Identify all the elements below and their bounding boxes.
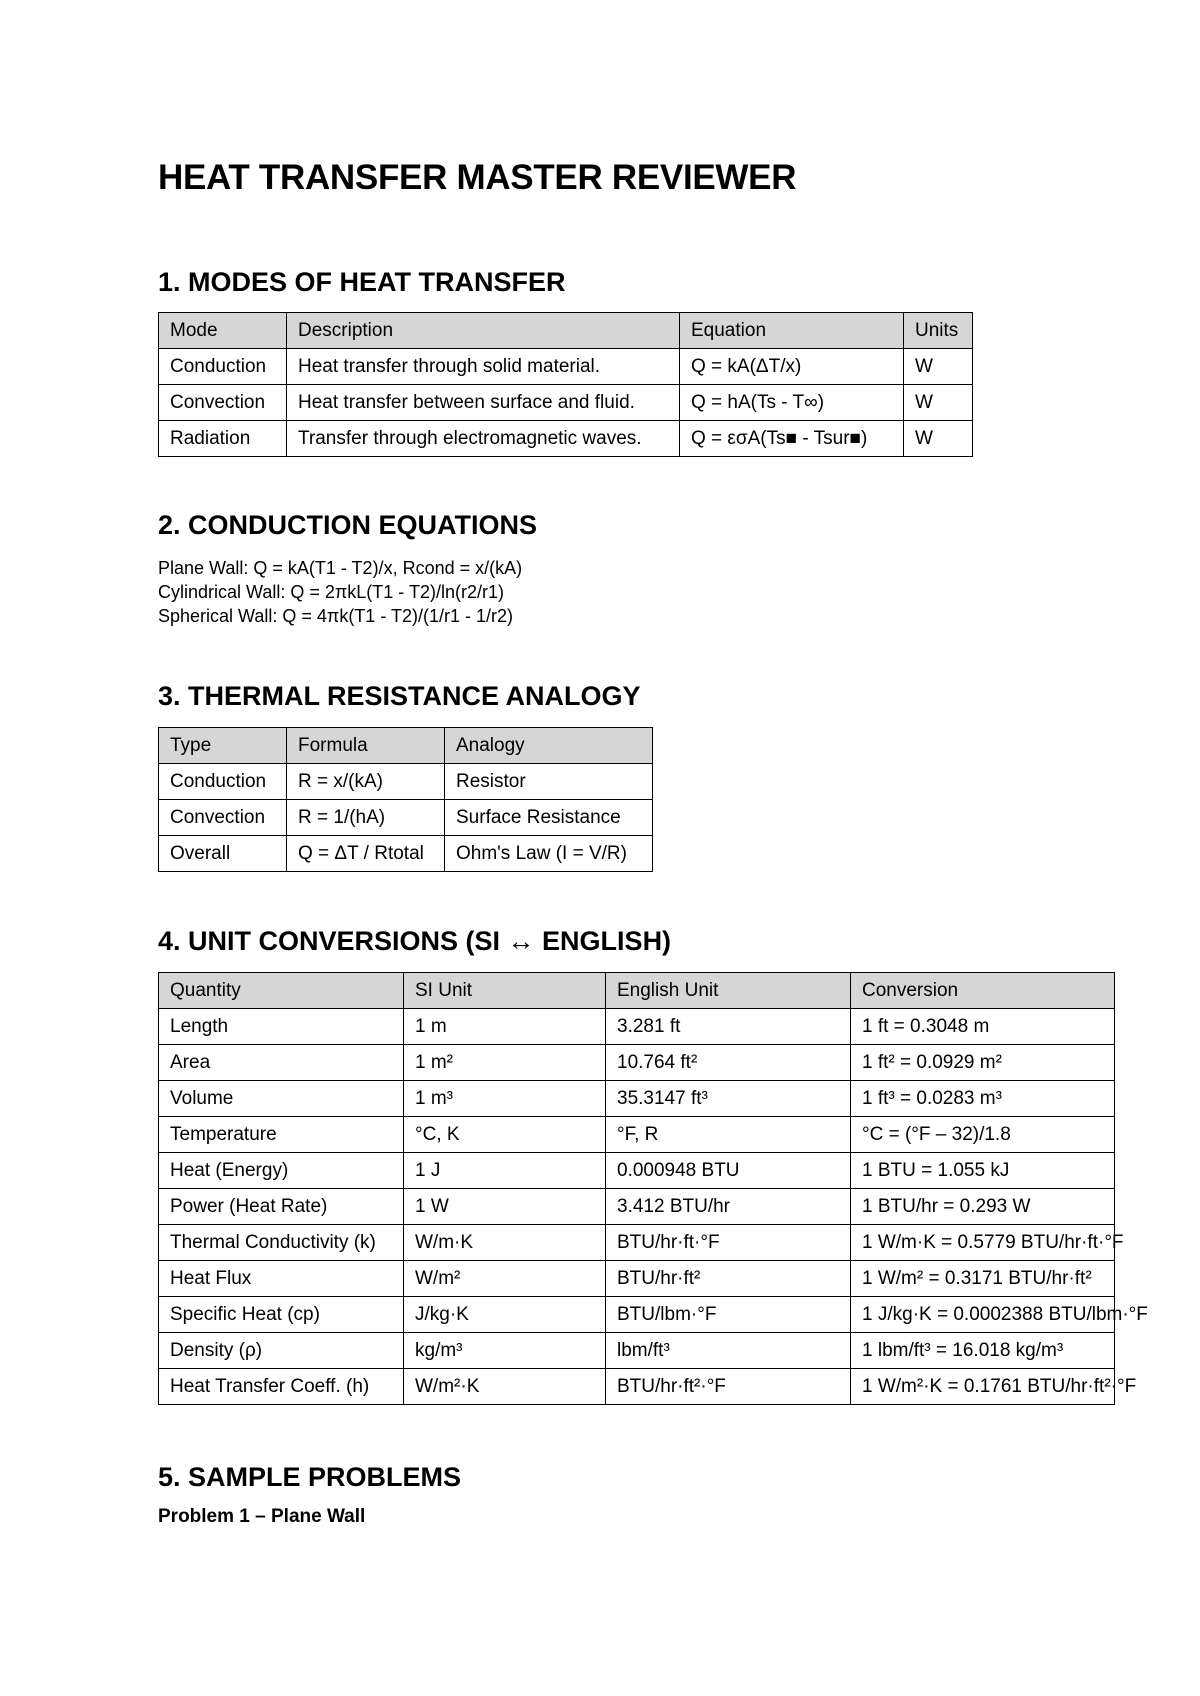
table-cell: 1 m²: [404, 1045, 606, 1081]
table-cell: W: [904, 421, 973, 457]
table-cell: Q = εσA(Ts■ - Tsur■): [680, 421, 904, 457]
table-cell: Conduction: [159, 764, 287, 800]
table-cell: 1 ft³ = 0.0283 m³: [851, 1081, 1115, 1117]
table-cell: 1 W/m·K = 0.5779 BTU/hr·ft·°F: [851, 1225, 1115, 1261]
conduction-equations: [158, 556, 522, 628]
table-cell: Heat (Energy): [159, 1153, 404, 1189]
table-cell: 3.412 BTU/hr: [606, 1189, 851, 1225]
table-row: [159, 1261, 1115, 1297]
table-cell: Transfer through electromagnetic waves.: [287, 421, 680, 457]
table-cell: Specific Heat (cp): [159, 1297, 404, 1333]
table-cell: Q = ΔT / Rtotal: [287, 836, 445, 872]
table-cell: Power (Heat Rate): [159, 1189, 404, 1225]
table-header-row: [159, 973, 1115, 1009]
table-row: [159, 1297, 1115, 1333]
table-cell: Heat Transfer Coeff. (h): [159, 1369, 404, 1405]
table-cell: Area: [159, 1045, 404, 1081]
table-cell: 1 m³: [404, 1081, 606, 1117]
table-row: [159, 1189, 1115, 1225]
table-cell: 1 m: [404, 1009, 606, 1045]
table-cell: Volume: [159, 1081, 404, 1117]
column-header: Mode: [159, 313, 287, 349]
section-heading-samples: 5. SAMPLE PROBLEMS: [158, 1462, 462, 1492]
section-heading-units: 4. UNIT CONVERSIONS (SI ↔ ENGLISH): [158, 926, 672, 956]
equation-spherical-wall: Spherical Wall: Q = 4πk(T1 - T2)/(1/r1 - 1/r2): [158, 606, 514, 626]
table-cell: °C, K: [404, 1117, 606, 1153]
table-row: [159, 349, 973, 385]
table-cell: Radiation: [159, 421, 287, 457]
table-cell: J/kg·K: [404, 1297, 606, 1333]
table-header-row: [159, 313, 973, 349]
table-cell: 35.3147 ft³: [606, 1081, 851, 1117]
table-cell: W/m²: [404, 1261, 606, 1297]
table-cell: Resistor: [445, 764, 653, 800]
table-cell: Overall: [159, 836, 287, 872]
table-row: [159, 1117, 1115, 1153]
table-row: [159, 385, 973, 421]
table-cell: Surface Resistance: [445, 800, 653, 836]
table-cell: BTU/hr·ft·°F: [606, 1225, 851, 1261]
table-cell: 1 J: [404, 1153, 606, 1189]
table-cell: °F, R: [606, 1117, 851, 1153]
unit-conversions-table: [158, 972, 1148, 1405]
table-cell: Conduction: [159, 349, 287, 385]
table-cell: Heat Flux: [159, 1261, 404, 1297]
table-cell: 1 BTU/hr = 0.293 W: [851, 1189, 1115, 1225]
table-row: [159, 1333, 1115, 1369]
table-cell: 1 J/kg·K = 0.0002388 BTU/lbm·°F: [851, 1297, 1115, 1333]
table-row: [159, 1369, 1115, 1405]
column-header: SI Unit: [404, 973, 606, 1009]
table-cell: W/m·K: [404, 1225, 606, 1261]
column-header: Type: [159, 728, 287, 764]
table-cell: W: [904, 349, 973, 385]
table-cell: R = x/(kA): [287, 764, 445, 800]
column-header: Units: [904, 313, 973, 349]
section-heading-resistance: 3. THERMAL RESISTANCE ANALOGY: [158, 681, 641, 711]
table-cell: 1 W/m² = 0.3171 BTU/hr·ft²: [851, 1261, 1115, 1297]
table-cell: Heat transfer between surface and fluid.: [287, 385, 680, 421]
table-cell: Length: [159, 1009, 404, 1045]
table-cell: BTU/hr·ft²·°F: [606, 1369, 851, 1405]
table-cell: kg/m³: [404, 1333, 606, 1369]
resistance-table: [158, 727, 653, 872]
table-row: [159, 764, 653, 800]
table-row: [159, 1081, 1115, 1117]
column-header: Equation: [680, 313, 904, 349]
table-cell: 1 lbm/ft³ = 16.018 kg/m³: [851, 1333, 1115, 1369]
column-header: English Unit: [606, 973, 851, 1009]
equation-plane-wall: Plane Wall: Q = kA(T1 - T2)/x, Rcond = x/(kA): [158, 558, 523, 578]
table-cell: 1 BTU = 1.055 kJ: [851, 1153, 1115, 1189]
table-cell: Density (ρ): [159, 1333, 404, 1369]
table-cell: Convection: [159, 800, 287, 836]
table-cell: Convection: [159, 385, 287, 421]
table-cell: W/m²·K: [404, 1369, 606, 1405]
table-row: [159, 800, 653, 836]
table-cell: lbm/ft³: [606, 1333, 851, 1369]
table-row: [159, 1153, 1115, 1189]
modes-table: [158, 312, 973, 457]
table-header-row: [159, 728, 653, 764]
column-header: Conversion: [851, 973, 1115, 1009]
table-cell: 1 ft = 0.3048 m: [851, 1009, 1115, 1045]
table-cell: 1 W/m²·K = 0.1761 BTU/hr·ft²·°F: [851, 1369, 1115, 1405]
section-heading-modes: 1. MODES OF HEAT TRANSFER: [158, 267, 566, 297]
table-cell: Heat transfer through solid material.: [287, 349, 680, 385]
table-cell: Thermal Conductivity (k): [159, 1225, 404, 1261]
table-cell: 1 ft² = 0.0929 m²: [851, 1045, 1115, 1081]
table-cell: 3.281 ft: [606, 1009, 851, 1045]
table-row: [159, 1045, 1115, 1081]
column-header: Analogy: [445, 728, 653, 764]
document-title: HEAT TRANSFER MASTER REVIEWER: [158, 158, 797, 197]
table-cell: Ohm's Law (I = V/R): [445, 836, 653, 872]
equation-cylindrical-wall: Cylindrical Wall: Q = 2πkL(T1 - T2)/ln(r2/r1): [158, 582, 504, 602]
table-cell: W: [904, 385, 973, 421]
table-row: [159, 836, 653, 872]
table-cell: R = 1/(hA): [287, 800, 445, 836]
problem-1-heading: Problem 1 – Plane Wall: [158, 1506, 366, 1527]
table-cell: Q = kA(ΔT/x): [680, 349, 904, 385]
table-cell: Q = hA(Ts - T∞): [680, 385, 904, 421]
table-cell: 1 W: [404, 1189, 606, 1225]
column-header: Formula: [287, 728, 445, 764]
table-row: [159, 1009, 1115, 1045]
table-cell: BTU/hr·ft²: [606, 1261, 851, 1297]
table-cell: BTU/lbm·°F: [606, 1297, 851, 1333]
section-heading-conduction: 2. CONDUCTION EQUATIONS: [158, 510, 538, 540]
table-cell: °C = (°F – 32)/1.8: [851, 1117, 1115, 1153]
column-header: Description: [287, 313, 680, 349]
column-header: Quantity: [159, 973, 404, 1009]
table-row: [159, 421, 973, 457]
table-cell: 10.764 ft²: [606, 1045, 851, 1081]
table-row: [159, 1225, 1115, 1261]
table-cell: 0.000948 BTU: [606, 1153, 851, 1189]
table-cell: Temperature: [159, 1117, 404, 1153]
